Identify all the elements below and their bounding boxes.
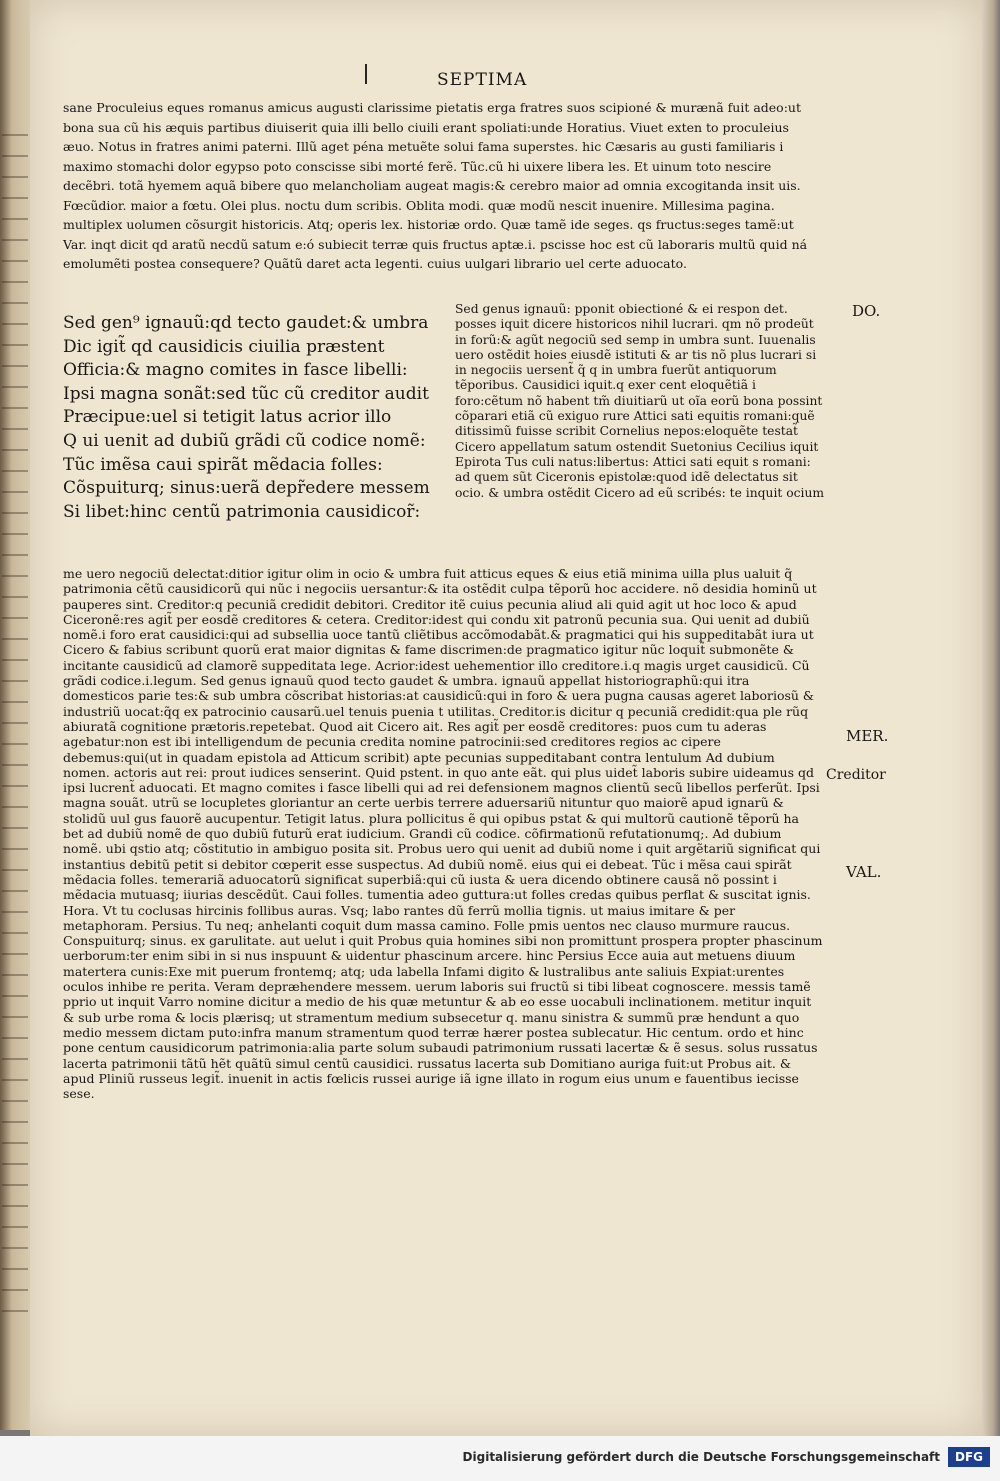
ink-mark [365, 64, 367, 84]
footer-bar [0, 1436, 1000, 1481]
verse-block [63, 312, 448, 524]
commentary-right-text: Sed genus ignauũ: pponit obiectioné & ei respon det. posses iquit dicere historicos nihil lucrari. qm nõ prodeũt in forũ:& agũt negociũ sed semp in umbra sunt. Iuuenalis uero ostẽdit hoies eiusdẽ istituti & ar tis nõ plus lucrari si in negociis uersent̃ q̃ q in umbra fuerũt antiquorum tẽporibus. Causidici iquit.q exer cent eloquẽtiã i foro:cẽtum nõ habent tm̃ diuitiarũ ut oĩa eorũ bona possint cõparari etiã cũ exiguo rure Attici sati equitis romani:quẽ ditissimũ fuisse scribit Cornelius nepos:eloquẽte testat̃ Cicero appellatum satum ostendit Suetonius Cecilius iquit Epirota Tus culi natus:libertus: Attici sati equit s romani: ad quem sũt Ciceronis epistolæ:quod idẽ delectatus sit ocio. & umbra ostẽdit Cicero ad eũ scribés: te inquit ocium [455, 302, 825, 500]
verse-line: Dic igit̃ qd causidicis ciuilia præstent [63, 336, 385, 357]
top-paragraph-text: sane Proculeius eques romanus amicus augusti clarissime pietatis erga fratres suos scipioné & murænã fuit adeo:ut bona sua cũ his æquis partibus diuiserit quia illi bello ciuili erant spoliati:unde Horatius. Viuet exten to proculeius æuo. Notus in fratres animi paterni. Illũ aget péna metuẽte solui fama superstes. hic Cæsaris au gusti familiaris i maximo stomachi dolor egypso poto conscisse sibi morté ferẽ. Tũc.cũ hi uixere libera les. Et uinum toto nescire decẽbri. totã hyemem aquã bibere quo melancholiam augeat magis:& cerebro maior ad omnia excogitanda insit uis. Fœcũdior. maior a fœtu. Olei plus. noctu dum scribis. Oblita modi. quæ modũ nescit inuenire. Millesima pagina. multiplex uolumen cõsurgit historicis. Atq; operis lex. historiæ ordo. Quæ tamẽ ide seges. qs fructus:seges tamẽ:ut Var. inqt dicit qd aratũ necdũ satum e:ó subiecit terræ quis fructus aptæ.i. pscisse hoc est cũ laboraris multũ quid ná emolumẽti postea consequere? Quãtũ daret acta legenti. cuius uulgari librario uel certe aduocato. [63, 100, 808, 271]
facing-page-edge [0, 0, 30, 1430]
verse-line: Q ui uenit ad dubiũ grãdi cũ codice nomẽ: [63, 430, 426, 451]
top-paragraph [63, 98, 818, 274]
margin-note-mer: MER. [846, 727, 889, 745]
verse-line: Tũc imẽsa caui spirãt mẽdacia folles: [63, 454, 383, 475]
margin-note-do: DO. [852, 302, 881, 320]
footer-credit: Digitalisierung gefördert durch die Deutsche Forschungsgemeinschaft [462, 1450, 940, 1464]
margin-note-val: VAL. [846, 863, 882, 881]
facing-page-text-bleed [2, 120, 28, 1320]
running-header: SEPTIMA [437, 70, 528, 90]
verse-line: Præcipue:uel si tetigit latus acrior illo [63, 407, 392, 428]
verse-line: Sed gen⁹ ignauũ:qd tecto gaudet:& umbra [63, 313, 429, 333]
main-commentary [63, 566, 823, 1101]
dfg-logo: DFG [948, 1447, 990, 1467]
verse-line: Officia:& magno comites in fasce libelli: [63, 360, 408, 381]
verse-line: Cõspuiturq; sinus:uerã depr̃edere messem [63, 478, 430, 499]
verse-line: Ipsi magna sonãt:sed tũc cũ creditor audit [63, 383, 429, 404]
page-edge-shadow [982, 0, 1000, 1436]
margin-note-creditor: Creditor [826, 767, 886, 783]
verse-line: Si libet:hinc centũ patrimonia causidicor̃: [63, 501, 421, 522]
commentary-right-column [455, 302, 825, 501]
main-commentary-text: me uero negociũ delectat:ditior igitur olim in ocio & umbra fuit atticus eques & eius etiã minima uilla plus ualuit q̃ patrimonia cẽtũ causidicorũ qui nũc i negociis uersantur:& ita ostẽdit culpa tẽporũ hoc accidere. nõ desidia hominũ ut pauperes sint. Creditor:q pecuniã credidit debitori. Creditor itẽ cuius pecunia aliud ali quid agit ut hoc loco & apud Ciceronẽ:res agit̃ per eosdẽ creditores & cetera. Creditor:idest qui condu xit patronũ pecunia sua. Qui uenit ad dubiũ nomẽ.i foro erat causidici:qui ad subsellia uoce tantũ cliẽtibus accõmodabãt.& pragmatici qui his suppeditabãt iura ut Cicero & fabius scribunt quorũ erat maior dignitas & fame discrimen:de pragmatico igitur nũc loquit̃ submonẽte & incitante causidicũ ad clamorẽ suppeditata lege. Acrior:idest uehementior illo creditore.i.q magis urget causidicũ. Cũ grãdi codice.i.legum. Sed genus ignauũ quod tecto gaudet & umbra. ignauũ appellat historiographũ:qui itra domesticos parie tes:& sub umbra cõscribat historias:at causidicũ:qui in foro & uera pugna causas ageret laboriosũ & industriũ uocat:q̃q ex patrocinio causarũ.uel tenuis puenia t utilitas. Creditor.is dicitur q pecuniã credidit:qua ple rũq abiuratã cognitione prætoris.repetebat. Quod ait Cicero ait. Res agit̃ per eosdẽ creditores: puos cum tu aderas agebatur:non est ibi intelligendum de pecunia credita nomine patrocinii:sed creditores regios ac cipere debemus:qui(ut in quadam epistola ad Atticum scribit) apte pecunias suppeditabant contra lentulum Ad dubium nomen. actoris aut rei: prout iudices senserint. Quid pstent. in quo ante eãt. qui plus uidet̃ laboris subire uideamus qd ipsi lucrent̃ aduocati. Et magno comites i fasce libelli qui ad rei defensionem magnos clientũ secũ libellos perferũt. Ipsi magna souãt. utrũ se locupletes gloriantur an certe uerbis terrere aduersariũ nituntur quo maiorẽ apud ignarũ & stolidũ uul gus fauorẽ aucupentur. Tetigit latus. plura pollicitus ẽ qui opibus pstat & qui multorũ cautionẽ tẽporũ ha bet ad dubiũ nomẽ de quo dubiũ futurũ erat iudicium. Grandi cũ codice. cõfirmationũ refutationumq;. Ad dubium nomẽ. ubi qstio atq; cõstitutio in ambiguo posita sit. Probus uero qui uenit ad dubiũ nome i quit argẽtariũ significat qui instantius debitũ petit si debitor cœperit esse suspectus. Ad dubiũ nomẽ. eius qui ei debeat. Tũc i mẽsa caui spirãt mẽdacia folles. temerariã aduocatorũ significat superbiã:qui cũ iusta & uera dicendo obtinere causã nõ possint i mẽdacia mutuasq; iiurias descẽdũt. Caui folles. tumentia adeo guttura:ut folles credas quibus perflat & suscitat ignis. Hora. Vt tu coclusas hircinis follibus auras. Vsq; labo rantes dũ ferrũ mollia tignis. ut maius imitare & per metaphoram. Persius. Tu neq; anhelanti coquit dum massa camino. Folle pmis uentos nec clauso murmure raucus. Conspuiturq; sinus. ex garulitate. aut uelut i quit Probus quia homines sibi non promittunt prospera propter phascinum uerborum:ter enim sibi in si nus inspuunt & uidentur phascinum arcere. hinc Persius Ecce auia aut metuens diuum matertera cunis:Exe mit puerum frontemq; atq; uda labella Infami digito & lustralibus ante saliuis Expiat:urentes oculos inhibe re perita. Veram depræhendere messem. uerum laboris sui fructũ si tibi libeat cognoscere. messis tamẽ pprio ut inquit Varro nomine dicitur a medio de his quæ metuntur & ab eo esse uocabuli inclinationem. metitur inquit & sub urbe roma & locis plærisq; ut stramentum medium subsecetur q. manu sinistra & summũ præ hendunt a quo medio messem dictam puto:infra manum stramentum quod terræ hærer postea sublecatur. Hic centum. ordo et hinc pone centum causidicorum patrimonia:alia parte solum subaudi patrimonium russati lacertæ & ẽ sesus. solus russatus lacerta patrimonii tãtũ hẽt quãtũ simul centũ causidici. russatus lacerta sub Domitiano auriga fuit:ut Probus ait. & apud Pliniũ russeus legit̃. inuenit in actis fœlicis russei aurige iã igne illato in rogum eius unum e fauentibus iecisse sese. [63, 566, 823, 1102]
